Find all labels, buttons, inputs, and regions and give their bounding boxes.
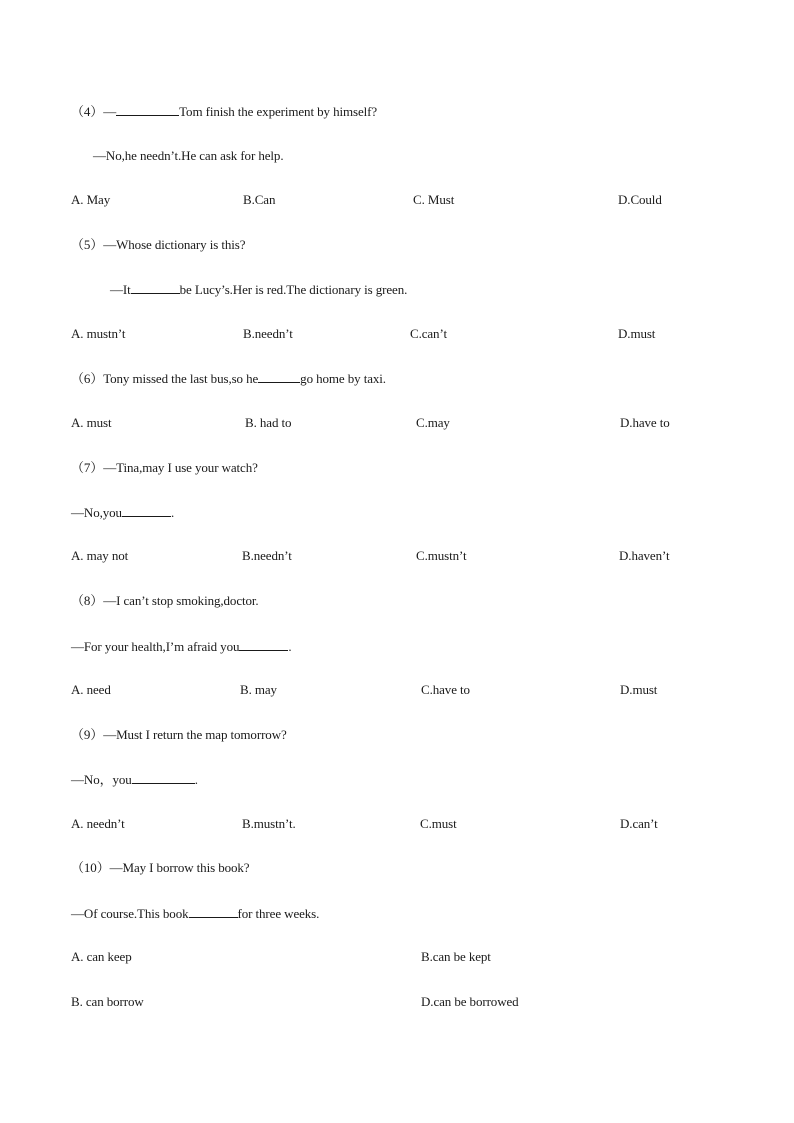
q8-blank bbox=[239, 638, 288, 651]
q8-reply-prefix: —For your health,I’m afraid you bbox=[71, 639, 240, 654]
q10-option-c: B. can borrow bbox=[71, 994, 144, 1009]
q5-stem: （5）—Whose dictionary is this? bbox=[71, 237, 246, 252]
q6-option-a: A. must bbox=[71, 415, 112, 430]
q9-reply-prefix: —No，you bbox=[71, 772, 132, 787]
q10-reply-prefix: —Of course.This book bbox=[71, 906, 189, 921]
q5-reply bbox=[110, 281, 407, 298]
q5-option-a: A. mustn’t bbox=[71, 326, 126, 341]
q6-option-b: B. had to bbox=[245, 415, 292, 430]
q5-reply-prefix: —It bbox=[110, 282, 131, 297]
q10-reply bbox=[71, 905, 319, 922]
q6-stem-suffix: go home by taxi. bbox=[300, 371, 386, 386]
q6-blank bbox=[258, 370, 300, 383]
q5-reply-suffix: be Lucy’s.Her is red.The dictionary is green. bbox=[179, 282, 408, 297]
q9-reply bbox=[71, 771, 198, 788]
q4-option-a: A. May bbox=[71, 192, 111, 207]
q10-option-b: B.can be kept bbox=[421, 949, 491, 964]
q5-blank bbox=[131, 281, 180, 294]
q9-option-a: A. needn’t bbox=[71, 816, 125, 831]
q10-option-a: A. can keep bbox=[71, 949, 132, 964]
q7-option-d: D.haven’t bbox=[619, 548, 670, 563]
q9-option-b: B.mustn’t. bbox=[242, 816, 296, 831]
q4-option-b: B.Can bbox=[243, 192, 276, 207]
q6-option-c: C.may bbox=[416, 415, 450, 430]
q6-stem bbox=[71, 370, 386, 387]
q9-blank bbox=[132, 771, 195, 784]
q9-option-d: D.can’t bbox=[620, 816, 658, 831]
q10-reply-suffix: for three weeks. bbox=[237, 906, 320, 921]
q9-option-c: C.must bbox=[420, 816, 457, 831]
q4-blank bbox=[116, 103, 179, 116]
q5-option-c: C.can’t bbox=[410, 326, 447, 341]
q8-reply-suffix: . bbox=[288, 639, 292, 654]
q4-option-d: D.Could bbox=[618, 192, 662, 207]
q7-option-a: A. may not bbox=[71, 548, 129, 563]
q8-option-a: A. need bbox=[71, 682, 111, 697]
q8-option-b: B. may bbox=[240, 682, 277, 697]
q6-stem-prefix: （6）Tony missed the last bus,so he bbox=[71, 371, 259, 386]
q10-option-d: D.can be borrowed bbox=[421, 994, 519, 1009]
q9-reply-suffix: . bbox=[194, 772, 198, 787]
q7-reply-prefix: —No,you bbox=[71, 505, 122, 520]
q9-stem: （9）—Must I return the map tomorrow? bbox=[71, 727, 287, 742]
q5-option-d: D.must bbox=[618, 326, 656, 341]
q4-stem-suffix: Tom finish the experiment by himself? bbox=[179, 104, 378, 119]
q4-stem-prefix: （4）— bbox=[71, 104, 117, 119]
q7-stem: （7）—Tina,may I use your watch? bbox=[71, 460, 258, 475]
q7-option-b: B.needn’t bbox=[242, 548, 292, 563]
q10-blank bbox=[189, 905, 238, 918]
q5-option-b: B.needn’t bbox=[243, 326, 293, 341]
q4-stem bbox=[71, 103, 377, 120]
q10-stem: （10）—May I borrow this book? bbox=[71, 860, 250, 875]
q8-option-c: C.have to bbox=[421, 682, 470, 697]
q7-reply bbox=[71, 504, 174, 521]
q7-option-c: C.mustn’t bbox=[416, 548, 467, 563]
q4-option-c: C. Must bbox=[413, 192, 455, 207]
q8-stem: （8）—I can’t stop smoking,doctor. bbox=[71, 593, 259, 608]
q4-reply: —No,he needn’t.He can ask for help. bbox=[93, 148, 284, 163]
q6-option-d: D.have to bbox=[620, 415, 670, 430]
q8-option-d: D.must bbox=[620, 682, 658, 697]
q7-reply-suffix: . bbox=[170, 505, 175, 520]
q7-blank bbox=[122, 504, 171, 517]
q8-reply bbox=[71, 638, 292, 655]
